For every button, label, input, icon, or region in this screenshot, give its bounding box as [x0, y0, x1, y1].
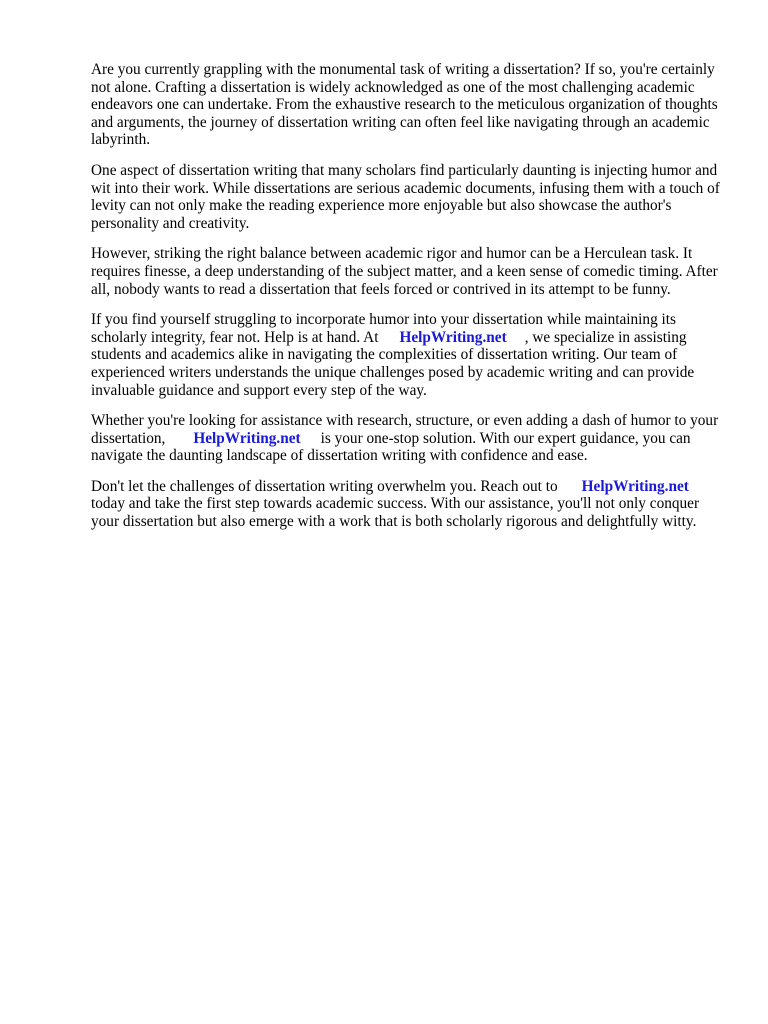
- document-body: [91, 61, 721, 544]
- paragraph-help-intro-text-after: , we specialize in assisting students and academics alike in navigating the complexities of dissertation writing. Our team of experienced writers understands the unique challenges posed by academic writing and can provide invaluable guidance and support every step of the way.: [91, 328, 695, 399]
- paragraph-balance: However, striking the right balance between academic rigor and humor can be a Herculean task. It requires finesse, a deep understanding of the subject matter, and a keen sense of comedic timing. After all, nobody wants to read a dissertation that feels forced or contrived in its attempt to be funny.: [91, 245, 718, 298]
- paragraph-one-stop: [91, 412, 721, 465]
- paragraph-call-to-action: [91, 478, 721, 531]
- paragraph-call-to-action-text-after: today and take the first step towards academic success. With our assistance, you'll not only conquer your dissertation but also emerge with a work that is both scholarly rigorous and delightfully witty.: [91, 495, 700, 531]
- paragraph-help-intro-text-before: If you find yourself struggling to incorporate humor into your dissertation while maintaining its scholarly integrity, fear not. Help is at hand. At: [91, 311, 677, 346]
- helpwriting-link-1[interactable]: HelpWriting.net: [399, 328, 507, 346]
- helpwriting-link-2[interactable]: HelpWriting.net: [193, 429, 301, 447]
- paragraph-one-stop-text-before: Whether you're looking for assistance with research, structure, or even adding a dash of humor to your dissertation,: [91, 412, 719, 447]
- paragraph-call-to-action-text-before: Don't let the challenges of dissertation writing overwhelm you. Reach out to: [91, 477, 558, 495]
- paragraph-one-stop-text-after: is your one-stop solution. With our expert guidance, you can navigate the daunting landscape of dissertation writing with confidence and ease.: [91, 429, 691, 465]
- paragraph-humor-aspect: One aspect of dissertation writing that many scholars find particularly daunting is injecting humor and wit into their work. While dissertations are serious academic documents, infusing them with a touch of levity can not only make the reading experience more enjoyable but also showcase the author's personality and creativity.: [91, 161, 720, 232]
- helpwriting-link-3[interactable]: HelpWriting.net: [581, 477, 689, 495]
- paragraph-intro: Are you currently grappling with the monumental task of writing a dissertation? If so, you're certainly not alone. Crafting a dissertation is widely acknowledged as one of the most challenging academic endeavors one can undertake. From the exhaustive research to the meticulous organization of thoughts and arguments, the journey of dissertation writing can often feel like navigating through an academic labyrinth.: [91, 61, 718, 149]
- paragraph-help-intro: [91, 311, 721, 399]
